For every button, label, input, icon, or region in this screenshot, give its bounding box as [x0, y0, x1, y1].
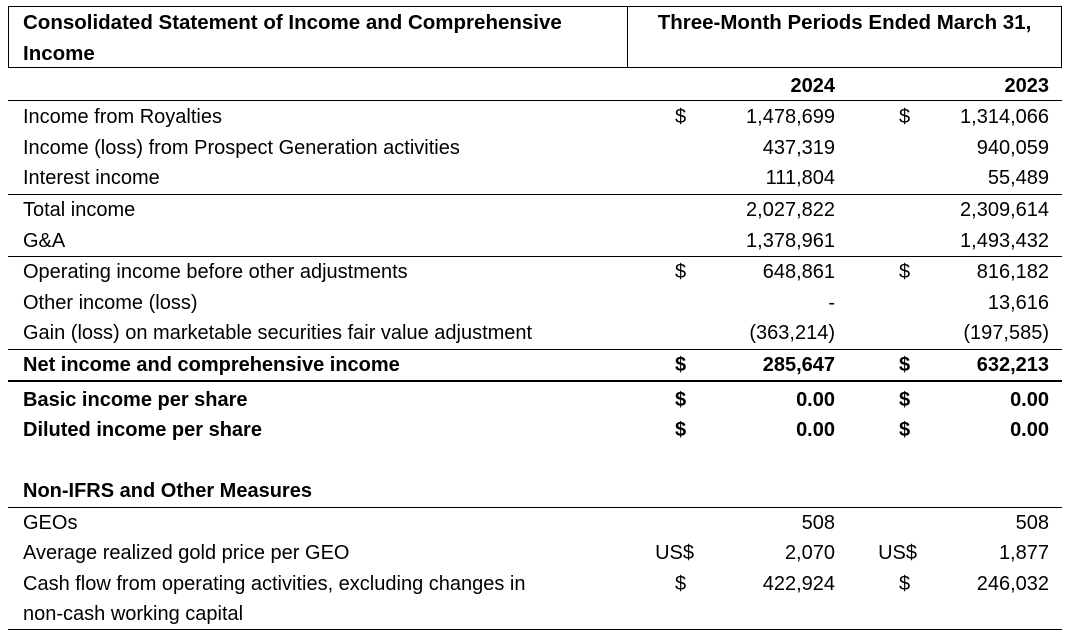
currency-2023: $: [899, 389, 911, 411]
value-2023: 816,182: [976, 261, 1049, 283]
table-row: [8, 226, 1062, 256]
value-2023: 2,309,614: [960, 199, 1049, 221]
table-row: [8, 318, 1062, 348]
value-2023: 940,059: [976, 137, 1049, 159]
table-row-net-income: [8, 350, 1062, 380]
currency-2023: $: [899, 106, 911, 128]
currency-2024: $: [675, 261, 687, 283]
value-2023: 13,616: [987, 292, 1049, 314]
value-2024: 2,070: [784, 542, 835, 564]
value-2024: 0.00: [796, 389, 835, 411]
currency-2024: $: [675, 573, 687, 595]
table-row: [8, 569, 1062, 599]
currency-2024: US$: [655, 542, 694, 564]
table-row: [8, 508, 1062, 538]
row-label: G&A: [23, 230, 66, 252]
value-2023: 1,877: [998, 542, 1049, 564]
row-label-continued: non-cash working capital: [23, 603, 244, 625]
value-2023: 508: [1015, 512, 1049, 534]
currency-2024: $: [675, 419, 687, 441]
value-2024: 1,478,699: [746, 106, 835, 128]
value-2024: 111,804: [765, 167, 835, 189]
row-label: Gain (loss) on marketable securities fair value adjustment: [23, 322, 533, 344]
value-2023: 1,314,066: [960, 106, 1049, 128]
row-label: Interest income: [23, 167, 160, 189]
currency-2023: $: [899, 419, 911, 441]
value-2023: 246,032: [976, 573, 1049, 595]
table-row: [8, 102, 1062, 132]
row-label: Other income (loss): [23, 292, 198, 314]
row-label: Operating income before other adjustments: [23, 261, 408, 283]
value-2023: 632,213: [976, 354, 1049, 376]
value-2024: 285,647: [762, 354, 835, 376]
value-2024: 1,378,961: [746, 230, 835, 252]
value-2023: 0.00: [1010, 419, 1049, 441]
table-row-continuation: [8, 599, 1062, 629]
divider: [8, 380, 1062, 382]
value-2023: 0.00: [1010, 389, 1049, 411]
currency-2023: $: [899, 573, 911, 595]
currency-2023: $: [899, 261, 911, 283]
table-row: [8, 133, 1062, 163]
table-row: [8, 538, 1062, 568]
table-row: [8, 415, 1062, 445]
value-2023: (197,585): [963, 322, 1049, 344]
period-header: Three-Month Periods Ended March 31,: [657, 11, 1032, 34]
table-row: [8, 163, 1062, 193]
value-2023: 55,489: [987, 167, 1049, 189]
value-2024: 0.00: [796, 419, 835, 441]
value-2024: 508: [801, 512, 835, 534]
period-header-cell: [627, 6, 1062, 68]
currency-2024: $: [675, 389, 687, 411]
currency-2023: $: [899, 354, 911, 376]
currency-2024: $: [675, 354, 687, 376]
value-2024: (363,214): [749, 322, 835, 344]
year-2023: 2023: [1004, 75, 1049, 97]
divider: [8, 100, 1062, 101]
table-row: [8, 288, 1062, 318]
year-header-row: [8, 71, 1062, 101]
divider: [8, 629, 1062, 630]
value-2023: 1,493,432: [960, 230, 1049, 252]
value-2024: 2,027,822: [746, 199, 835, 221]
row-label: Net income and comprehensive income: [23, 354, 400, 376]
row-label: Cash flow from operating activities, excluding changes in: [23, 573, 526, 595]
table-row: [8, 195, 1062, 225]
value-2024: 648,861: [762, 261, 835, 283]
row-label: Diluted income per share: [23, 419, 262, 441]
year-2024: 2024: [790, 75, 835, 97]
table-row: [8, 385, 1062, 415]
table-row: [8, 257, 1062, 287]
currency-2023: US$: [878, 542, 917, 564]
row-label: Income (loss) from Prospect Generation activities: [23, 137, 460, 159]
row-label: GEOs: [23, 512, 78, 534]
value-2024: 437,319: [762, 137, 835, 159]
measures-section-title: Non-IFRS and Other Measures: [23, 480, 312, 502]
currency-2024: $: [675, 106, 687, 128]
value-2024: -: [828, 292, 835, 314]
row-label: Basic income per share: [23, 389, 248, 411]
row-label: Income from Royalties: [23, 106, 222, 128]
statement-title: Consolidated Statement of Income and Comprehensive Income: [23, 11, 562, 65]
row-label: Total income: [23, 199, 136, 221]
value-2024: 422,924: [762, 573, 835, 595]
statement-title-cell: [8, 6, 628, 68]
row-label: Average realized gold price per GEO: [23, 542, 350, 564]
